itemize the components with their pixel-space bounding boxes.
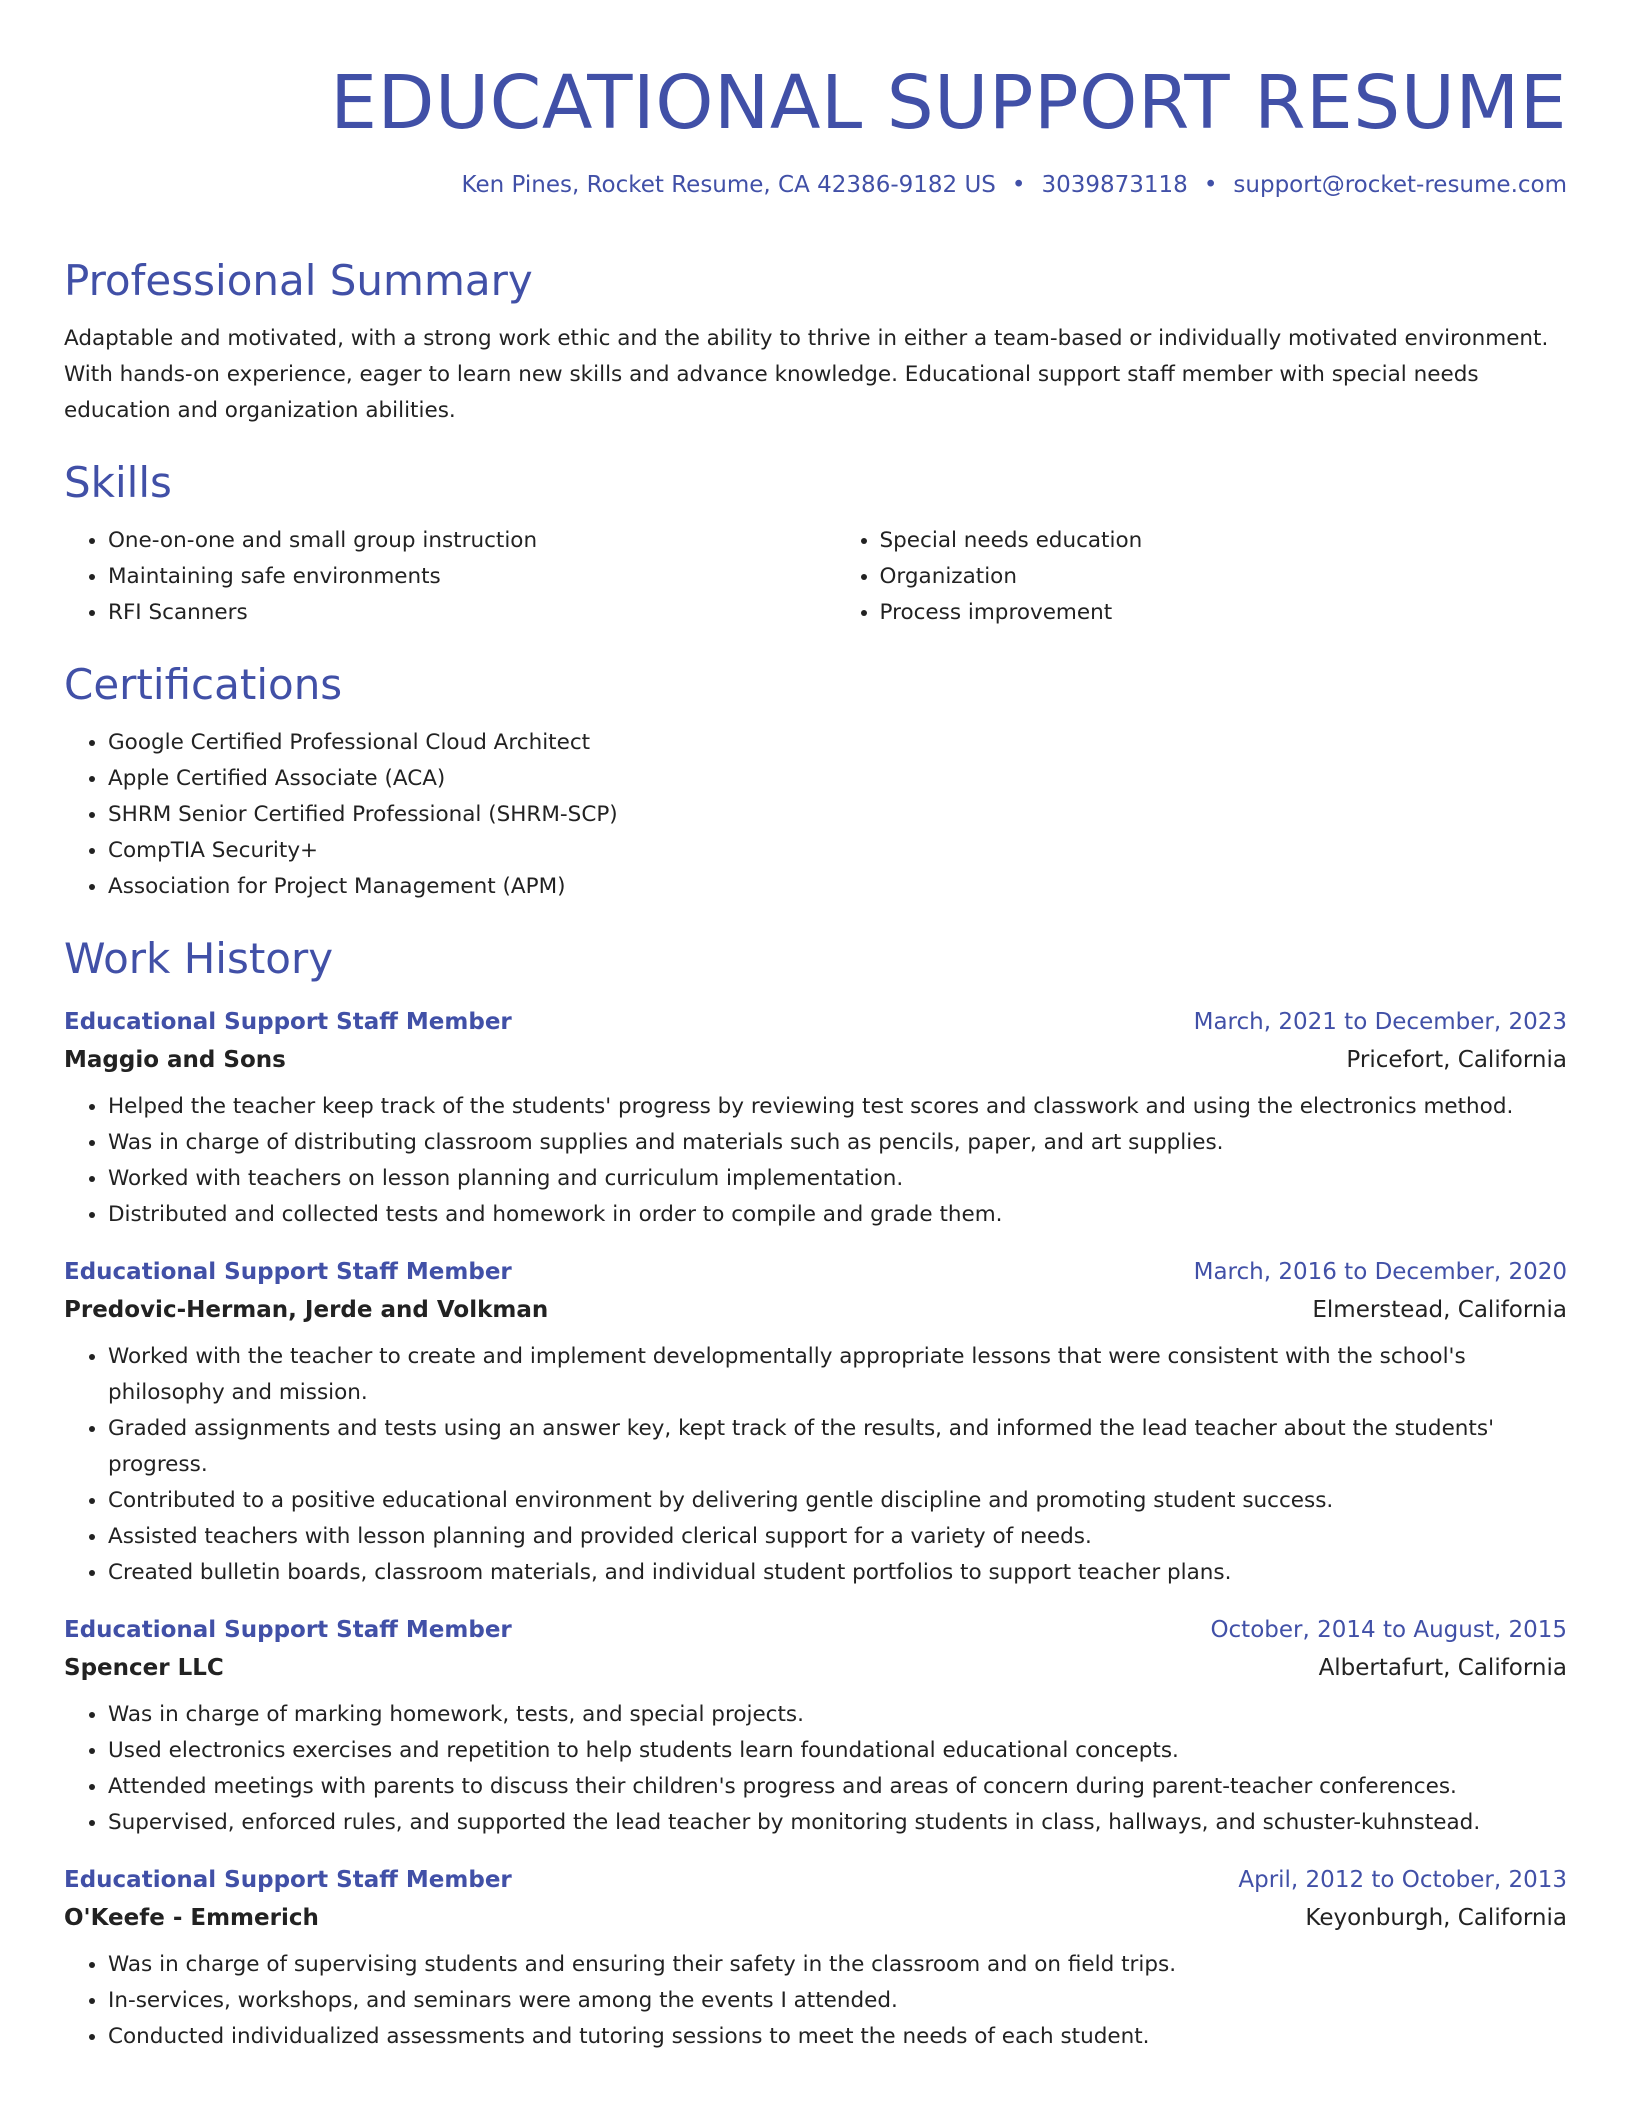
summary-heading: Professional Summary bbox=[64, 256, 533, 305]
job-entry bbox=[64, 1861, 1567, 2055]
work-history-heading: Work History bbox=[64, 934, 334, 983]
contact-separator: • bbox=[1203, 172, 1218, 198]
job-header-row bbox=[64, 1253, 1567, 1291]
job-header-row bbox=[64, 1003, 1567, 1041]
skill-item: • Process improvement bbox=[880, 595, 1568, 631]
job-title: Educational Support Staff Member bbox=[64, 1009, 512, 1035]
skill-item: • Maintaining safe environments bbox=[108, 559, 796, 595]
job-location: Pricefort, California bbox=[1346, 1047, 1567, 1073]
certification-item: • CompTIA Security+ bbox=[108, 833, 1567, 869]
skills-section bbox=[64, 457, 1567, 631]
certifications-section bbox=[64, 659, 1567, 905]
job-company: Maggio and Sons bbox=[64, 1047, 286, 1073]
summary-section bbox=[64, 255, 1567, 429]
contact-line bbox=[64, 169, 1567, 201]
skill-item: • One-on-one and small group instruction bbox=[108, 523, 796, 559]
job-bullet: • In-services, workshops, and seminars were among the events I attended. bbox=[108, 1983, 1567, 2019]
job-bullet: • Contributed to a positive educational environment by delivering gentle discipline and promoting student success. bbox=[108, 1483, 1567, 1519]
job-location: Albertafurt, California bbox=[1318, 1655, 1567, 1681]
job-dates: April, 2012 to October, 2013 bbox=[1238, 1867, 1567, 1893]
certification-item: • Association for Project Management (APM) bbox=[108, 869, 1567, 905]
contact-email[interactable]: support@rocket-resume.com bbox=[1233, 172, 1567, 198]
job-bullet: • Assisted teachers with lesson planning and provided clerical support for a variety of needs. bbox=[108, 1519, 1567, 1555]
job-header-row bbox=[64, 1861, 1567, 1899]
skills-list-left bbox=[64, 523, 796, 631]
job-title: Educational Support Staff Member bbox=[64, 1259, 512, 1285]
job-company: Spencer LLC bbox=[64, 1655, 224, 1681]
job-title: Educational Support Staff Member bbox=[64, 1867, 512, 1893]
certifications-heading: Certifications bbox=[64, 660, 343, 709]
job-company-row bbox=[64, 1041, 1567, 1079]
skills-grid bbox=[64, 523, 1567, 631]
job-bullet: • Supervised, enforced rules, and supported the lead teacher by monitoring students in class, hallways, and schuster-kuhnstead. bbox=[108, 1805, 1567, 1841]
job-bullet: • Graded assignments and tests using an answer key, kept track of the results, and informed the lead teacher about the students' progress. bbox=[108, 1411, 1567, 1483]
job-bullets bbox=[64, 1339, 1567, 1591]
summary-text: Adaptable and motivated, with a strong work ethic and the ability to thrive in either a team-based or individually motivated environment. With hands-on experience, eager to learn new skills and advance knowledge. Educational support staff member with special needs education and organization abilities. bbox=[64, 326, 1549, 423]
resume-title: EDUCATIONAL SUPPORT RESUME bbox=[330, 60, 1567, 146]
job-dates: March, 2021 to December, 2023 bbox=[1193, 1009, 1567, 1035]
job-bullet: • Attended meetings with parents to discuss their children's progress and areas of concern during parent-teacher conferences. bbox=[108, 1769, 1567, 1805]
job-dates: March, 2016 to December, 2020 bbox=[1193, 1259, 1567, 1285]
contact-address: Ken Pines, Rocket Resume, CA 42386-9182 US bbox=[461, 172, 996, 198]
job-entry bbox=[64, 1611, 1567, 1841]
certification-item: • Google Certified Professional Cloud Architect bbox=[108, 725, 1567, 761]
job-company: Predovic-Herman, Jerde and Volkman bbox=[64, 1297, 549, 1323]
contact-phone: 3039873118 bbox=[1041, 172, 1188, 198]
job-bullets bbox=[64, 1947, 1567, 2055]
job-entry bbox=[64, 1253, 1567, 1591]
skill-item: • Organization bbox=[880, 559, 1568, 595]
job-header-row bbox=[64, 1611, 1567, 1649]
job-bullet: • Helped the teacher keep track of the students' progress by reviewing test scores and classwork and using the electronics method. bbox=[108, 1089, 1567, 1125]
job-bullets bbox=[64, 1697, 1567, 1841]
job-bullets bbox=[64, 1089, 1567, 1233]
job-bullet: • Was in charge of marking homework, tests, and special projects. bbox=[108, 1697, 1567, 1733]
job-bullet: • Created bulletin boards, classroom materials, and individual student portfolios to support teacher plans. bbox=[108, 1555, 1567, 1591]
job-location: Elmerstead, California bbox=[1312, 1297, 1567, 1323]
job-location: Keyonburgh, California bbox=[1305, 1905, 1567, 1931]
skills-heading: Skills bbox=[64, 458, 172, 507]
certification-item: • SHRM Senior Certified Professional (SHRM-SCP) bbox=[108, 797, 1567, 833]
job-entry bbox=[64, 1003, 1567, 1233]
job-bullet: • Worked with the teacher to create and implement developmentally appropriate lessons that were consistent with the school's philosophy and mission. bbox=[108, 1339, 1567, 1411]
work-history-section bbox=[64, 933, 1567, 2055]
job-title: Educational Support Staff Member bbox=[64, 1617, 512, 1643]
skills-list-right bbox=[836, 523, 1568, 631]
certifications-list bbox=[64, 725, 1567, 905]
contact-separator: • bbox=[1011, 172, 1026, 198]
job-bullet: • Worked with teachers on lesson planning and curriculum implementation. bbox=[108, 1161, 1567, 1197]
job-bullet: • Conducted individualized assessments and tutoring sessions to meet the needs of each student. bbox=[108, 2019, 1567, 2055]
job-company-row bbox=[64, 1649, 1567, 1687]
certification-item: • Apple Certified Associate (ACA) bbox=[108, 761, 1567, 797]
job-company: O'Keefe - Emmerich bbox=[64, 1905, 319, 1931]
job-dates: October, 2014 to August, 2015 bbox=[1210, 1617, 1567, 1643]
job-bullet: • Used electronics exercises and repetition to help students learn foundational educational concepts. bbox=[108, 1733, 1567, 1769]
skill-item: • Special needs education bbox=[880, 523, 1568, 559]
job-company-row bbox=[64, 1899, 1567, 1937]
job-company-row bbox=[64, 1291, 1567, 1329]
skill-item: • RFI Scanners bbox=[108, 595, 796, 631]
job-bullet: • Distributed and collected tests and homework in order to compile and grade them. bbox=[108, 1197, 1567, 1233]
job-bullet: • Was in charge of distributing classroom supplies and materials such as pencils, paper, and art supplies. bbox=[108, 1125, 1567, 1161]
job-bullet: • Was in charge of supervising students and ensuring their safety in the classroom and on field trips. bbox=[108, 1947, 1567, 1983]
